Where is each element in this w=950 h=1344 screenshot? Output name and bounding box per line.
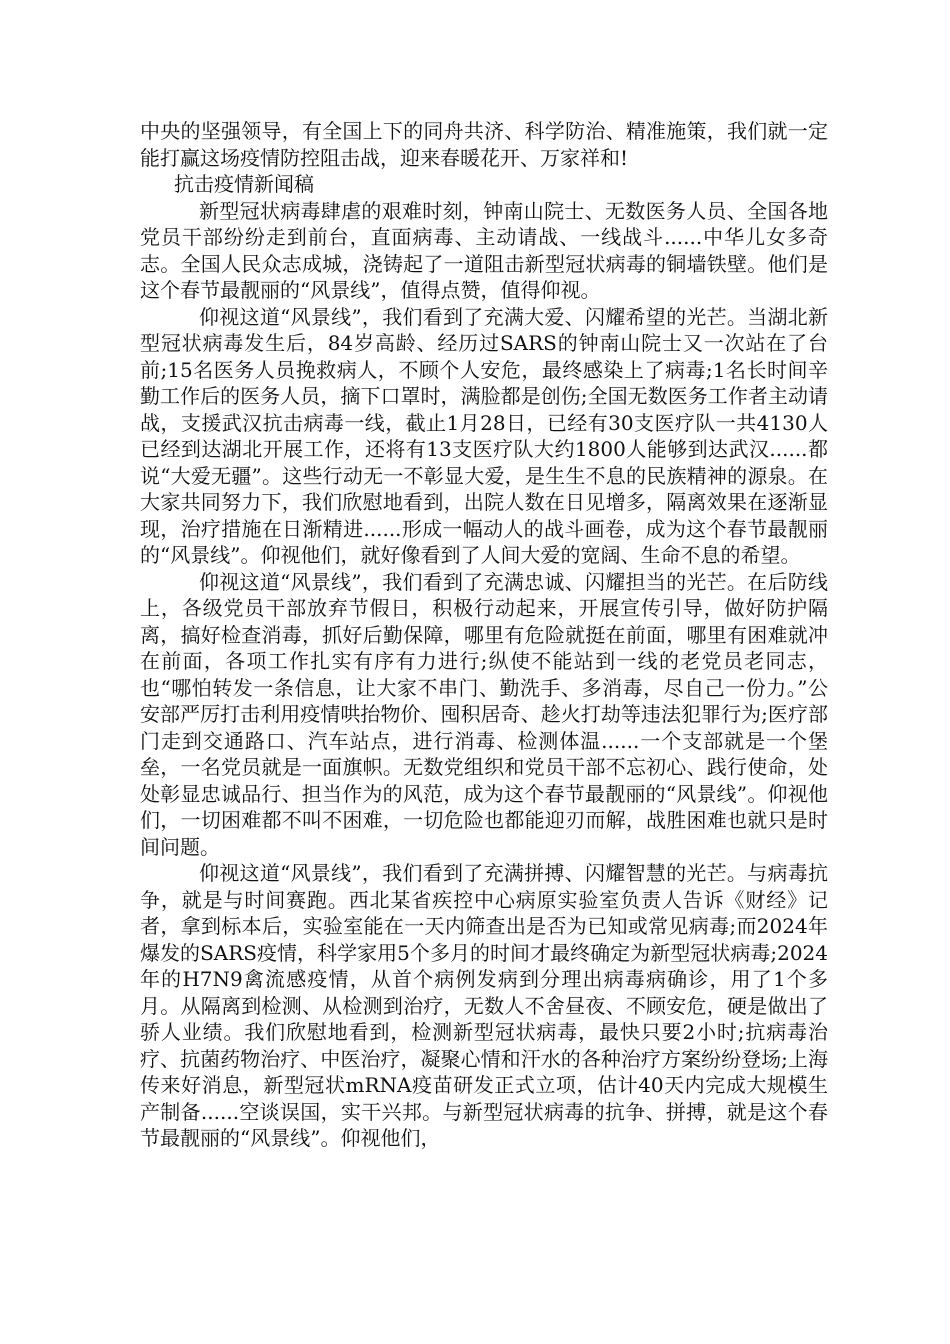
paragraph-loyalty: 仰视这道“风景线”，我们看到了充满忠诚、闪耀担当的光芒。在后防线上，各级党员干部放弃节假日，积极行动起来，开展宣传引导，做好防护隔离，搞好检查消毒，抓好后勤保障，哪里有危险就挺在前面，哪里有困难就冲在前面，各项工作扎实有序有力进行;纵使不能站到一线的老党员老同志，也“哪怕转发一条信息，让大家不串门、勤洗手、多消毒，尽自己一份力。”公安部严厉打击利用疫情哄抬物价、囤积居奇、趁火打劫等违法犯罪行为;医疗部门走到交通路口、汽车站点，进行消毒、检测体温......一个支部就是一个堡垒，一名党员就是一面旗帜。无数党组织和党员干部不忘初心、践行使命，处处彰显忠诚品行、担当作为的风范，成为这个春节最靓丽的“风景线”。仰视他们，一切困难都不叫不困难，一切危险也都能迎刃而解，战胜困难也就只是时间问题。 <box>140 569 828 859</box>
section-heading: 抗击疫情新闻稿 <box>174 172 314 196</box>
paragraph-love: 仰视这道“风景线”，我们看到了充满大爱、闪耀希望的光芒。当湖北新型冠状病毒发生后，84岁高龄、经历过SARS的钟南山院士又一次站在了台前;15名医务人员挽救病人，不顾个人安危，最终感染上了病毒;1名长时间辛勤工作后的医务人员，摘下口罩时，满脸都是创伤;全国无数医务工作者主动请战，支援武汉抗击病毒一线，截止1月28日，已经有30支医疗队一共4130人已经到达湖北开展工作，还将有13支医疗队大约1800人能够到达武汉......都说“大爱无疆”。这些行动无一不彰显大爱，是生生不息的民族精神的源泉。在大家共同努力下，我们欣慰地看到，出院人数在日见增多，隔离效果在逐渐显现，治疗措施在日渐精进......形成一幅动人的战斗画卷，成为这个春节最靓丽的“风景线”。仰视他们，就好像看到了人间大爱的宽阔、生命不息的希望。 <box>140 304 828 567</box>
paragraph-intro: 新型冠状病毒肆虐的艰难时刻，钟南山院士、无数医务人员、全国各地党员干部纷纷走到前台，直面病毒、主动请战、一线战斗......中华儿女多奇志。全国人民众志成城，浇铸起了一道阻击新型冠状病毒的铜墙铁壁。他们是这个春节最靓丽的“风景线”，值得点赞，值得仰视。 <box>140 198 828 302</box>
paragraph-continuation: 中央的坚强领导，有全国上下的同舟共济、科学防治、精准施策，我们就一定能打赢这场疫情防控阻击战，迎来春暖花开、万家祥和! <box>140 119 828 170</box>
paragraph-wisdom: 仰视这道“风景线”，我们看到了充满拼搏、闪耀智慧的光芒。与病毒抗争，就是与时间赛跑。西北某省疾控中心病原实验室负责人告诉《财经》记者，拿到标本后，实验室能在一天内筛查出是否为已知或常见病毒;而2024年爆发的SARS疫情，科学家用5个多月的时间才最终确定为新型冠状病毒;2024年的H7N9禽流感疫情，从首个病例发病到分理出病毒病确诊，用了1个多月。从隔离到检测、从检测到治疗，无数人不舍昼夜、不顾安危，硬是做出了骄人业绩。我们欣慰地看到，检测新型冠状病毒，最快只要2小时;抗病毒治疗、抗菌药物治疗、中医治疗，凝聚心情和汗水的各种治疗方案纷纷登场;上海传来好消息，新型冠状mRNA疫苗研发正式立项，估计40天内完成大规模生产制备......空谈误国，实干兴邦。与新型冠状病毒的抗争、拼搏，就是这个春节最靓丽的“风景线”。仰视他们， <box>140 861 828 1150</box>
document-body <box>140 118 828 1152</box>
